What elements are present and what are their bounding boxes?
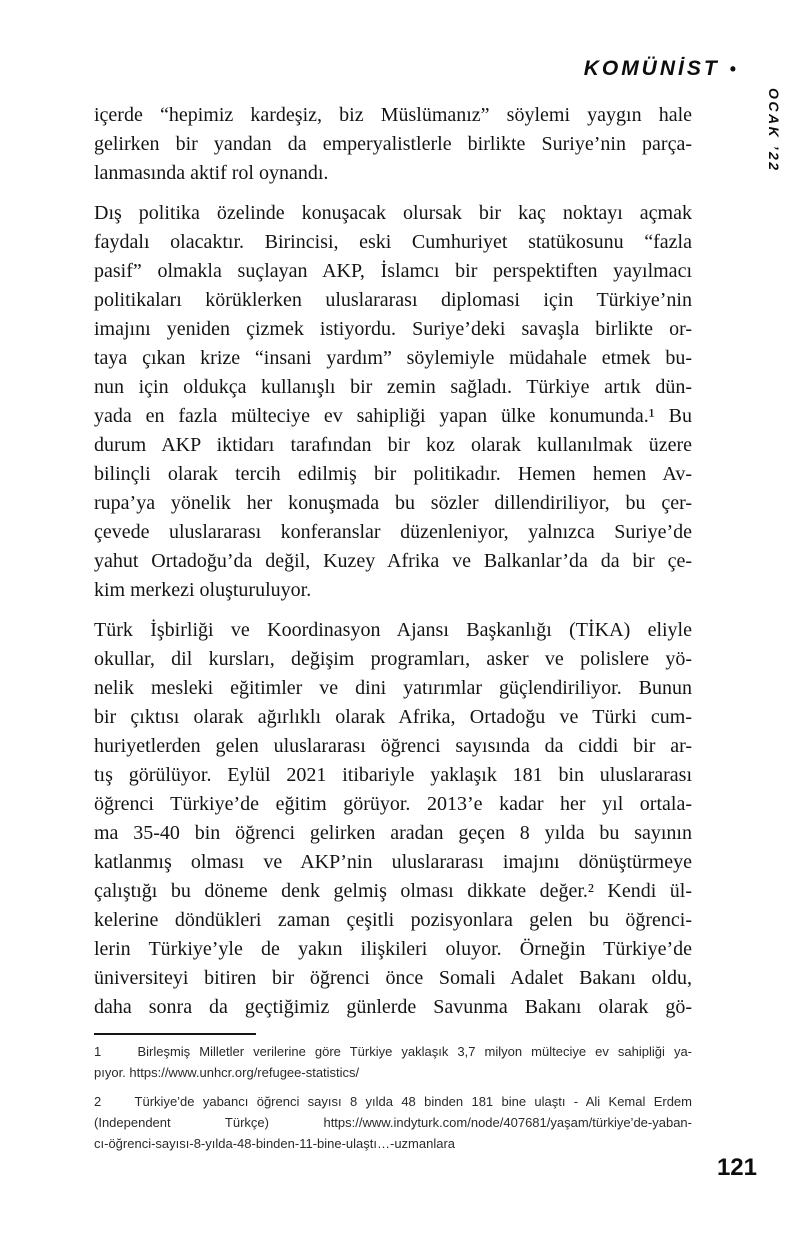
- text-line: Dış politika özelinde konuşacak olursak bir kaç noktayı açmak: [94, 202, 692, 224]
- text-line: kelerine döndükleri zaman çeşitli pozisyonlara gelen bu öğrenci-: [94, 909, 692, 931]
- body-text-column: [94, 101, 692, 1162]
- page-number: 121: [716, 1154, 757, 1181]
- text-line: yahut Ortadoğu’da değil, Kuzey Afrika ve Balkanlar’da da bir çe-: [94, 550, 692, 572]
- text-line: cı-öğrenci-sayısı-8-yılda-48-binden-11-bine-ulaştı…-uzmanlara: [94, 1136, 456, 1151]
- text-line: katlanmış olması ve AKP’nin uluslararası imajını dönüştürmeye: [94, 851, 692, 873]
- text-line: yada en fazla mülteciye ev sahipliği yapan ülke konumunda.¹ Bu: [94, 405, 692, 427]
- text-line: faydalı olacaktır. Birincisi, eski Cumhuriyet statükosunu “fazla: [94, 231, 692, 253]
- text-line: 2 Türkiye’de yabancı öğrenci sayısı 8 yılda 48 binden 181 bine ulaştı - Ali Kemal Erdem: [94, 1094, 692, 1109]
- text-line: öğrenci Türkiye’de eğitim görüyor. 2013’e kadar her yıl ortala-: [94, 793, 692, 815]
- text-line: nun için oldukça kullanışlı bir zemin sağladı. Türkiye artık dün-: [94, 376, 692, 398]
- text-line: üniversiteyi bitiren bir öğrenci önce Somali Adalet Bakanı oldu,: [94, 967, 692, 989]
- text-line: taya çıkan krize “insani yardım” söylemiyle müdahale etmek bu-: [94, 347, 692, 369]
- text-line: rupa’ya yönelik her konuşmada bu sözler dillendiriliyor, bu çer-: [94, 492, 692, 514]
- page-header: [584, 57, 736, 81]
- text-line: çalıştığı bu döneme denk gelmiş olması dikkate değer.² Kendi ül-: [94, 880, 692, 902]
- paragraph: [94, 199, 692, 605]
- text-line: (Independent Türkçe) https://www.indyturk.com/node/407681/yaşam/türkiye’de-yaban-: [94, 1115, 692, 1130]
- header-bullet-icon: •: [729, 58, 736, 79]
- issue-label-vertical: OCAK ’22: [766, 88, 782, 173]
- text-line: politikaları körüklerken uluslararası diplomasi için Türkiye’nin: [94, 289, 692, 311]
- text-line: pasif” olmakla suçlayan AKP, İslamcı bir perspektiften yayılmacı: [94, 260, 692, 282]
- text-line: içerde “hepimiz kardeşiz, biz Müslümanız” söylemi yaygın hale: [94, 104, 692, 126]
- text-line: daha sonra da geçtiğimiz günlerde Savunma Bakanı olarak gö-: [94, 996, 692, 1018]
- text-line: kim merkezi oluşturuluyor.: [94, 579, 312, 601]
- footnote: [94, 1041, 692, 1083]
- text-line: durum AKP iktidarı tarafından bir koz olarak kullanılmak üzere: [94, 434, 692, 456]
- text-line: imajını yeniden çizmek istiyordu. Suriye’deki savaşla birlikte or-: [94, 318, 692, 340]
- text-line: çevede uluslararası konferanslar düzenleniyor, yalnızca Suriye’de: [94, 521, 692, 543]
- text-line: lanmasında aktif rol oynandı.: [94, 162, 329, 184]
- text-line: bir çıktısı olarak ağırlıklı olarak Afrika, Ortadoğu ve Türki cum-: [94, 706, 692, 728]
- text-line: bilinçli olarak tercih edilmiş bir politikadır. Hemen hemen Av-: [94, 463, 692, 485]
- text-line: pıyor. https://www.unhcr.org/refugee-statistics/: [94, 1065, 360, 1080]
- text-line: 1 Birleşmiş Milletler verilerine göre Türkiye yaklaşık 3,7 milyon mülteciye ev sahipliği ya-: [94, 1044, 692, 1059]
- text-line: Türk İşbirliği ve Koordinasyon Ajansı Başkanlığı (TİKA) eliyle: [94, 619, 692, 641]
- footnote-divider: [94, 1033, 256, 1035]
- text-line: nelik mesleki eğitimler ve dini yatırımlar güçlendiriliyor. Bunun: [94, 677, 692, 699]
- text-line: gelirken bir yandan da emperyalistlerle birlikte Suriye’nin parça-: [94, 133, 692, 155]
- magazine-title: KOMÜNİST: [583, 57, 720, 80]
- paragraph: [94, 616, 692, 1022]
- footnotes-section: [94, 1041, 692, 1154]
- text-line: okullar, dil kursları, değişim programları, asker ve polislere yö-: [94, 648, 692, 670]
- text-line: ma 35-40 bin öğrenci gelirken aradan geçen 8 yılda bu sayının: [94, 822, 692, 844]
- paragraph: [94, 101, 692, 188]
- text-line: huriyetlerden gelen uluslararası öğrenci sayısında da ciddi bir ar-: [94, 735, 692, 757]
- text-line: tış görülüyor. Eylül 2021 itibariyle yaklaşık 181 bin uluslararası: [94, 764, 692, 786]
- footnote: [94, 1091, 692, 1154]
- text-line: lerin Türkiye’yle de yakın ilişkileri oluyor. Örneğin Türkiye’de: [94, 938, 692, 960]
